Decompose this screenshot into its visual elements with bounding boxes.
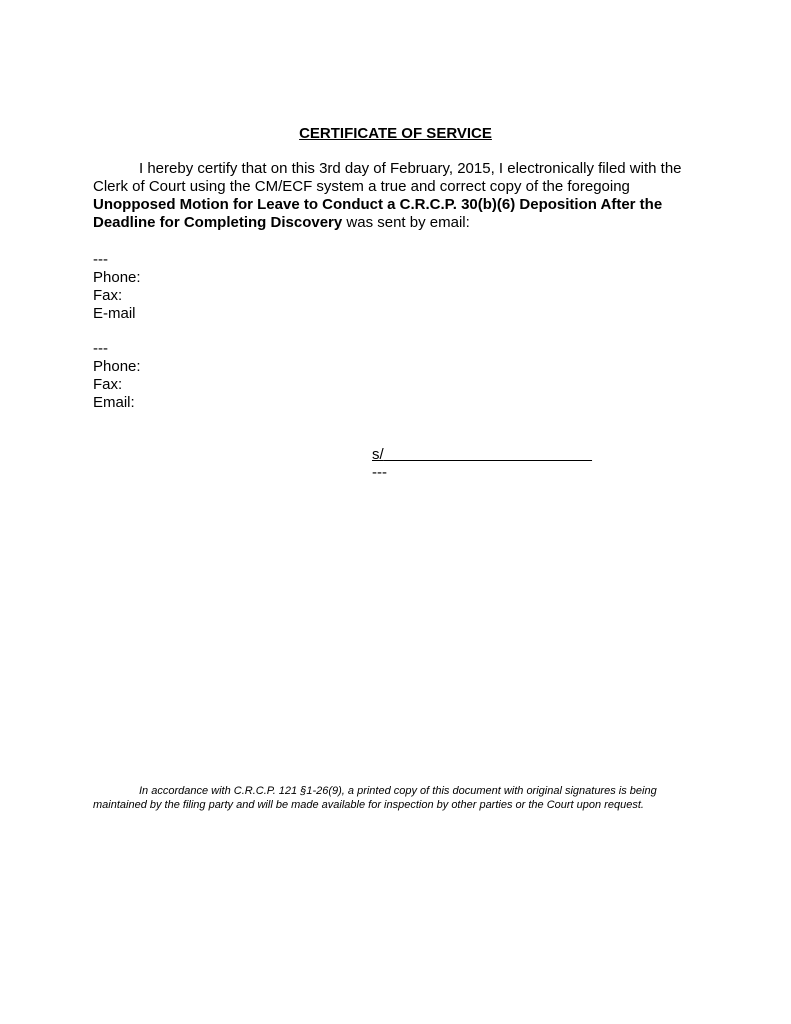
- contact-email-label: Email:: [93, 394, 135, 411]
- contact-fax-label: Fax:: [93, 376, 123, 393]
- certification-outro: was sent by email:: [342, 214, 470, 231]
- contact-phone-label: Phone:: [93, 269, 141, 286]
- contact-block: [93, 251, 393, 323]
- contact-block: [93, 340, 393, 412]
- motion-title: Unopposed Motion for Leave to Conduct a C.R.C.P. 30(b)(6) Deposition After the Deadline for Completing Discovery: [93, 196, 663, 231]
- signature-block: [372, 446, 592, 482]
- certification-paragraph: [93, 160, 698, 232]
- footer-note: [93, 784, 698, 812]
- contact-name: ---: [93, 340, 108, 357]
- page-title: CERTIFICATE OF SERVICE: [299, 125, 492, 142]
- contact-fax-label: Fax:: [93, 287, 123, 304]
- signature-blank: [384, 446, 592, 463]
- contact-phone-label: Phone:: [93, 358, 141, 375]
- footer-note-text: In accordance with C.R.C.P. 121 §1-26(9), a printed copy of this document with original signatures is being maintained by the filing party and will be made available for inspection by other parties or the Court upon request.: [93, 785, 657, 811]
- signer-name: ---: [372, 464, 387, 481]
- signature-line: [372, 446, 592, 464]
- certification-intro: I hereby certify that on this 3rd day of February, 2015, I electronically filed with the Clerk of Court using the CM/ECF system a true and correct copy of the foregoing: [93, 160, 682, 195]
- signature-prefix: s/: [372, 446, 384, 463]
- contact-email-label: E-mail: [93, 305, 136, 322]
- contact-name: ---: [93, 251, 108, 268]
